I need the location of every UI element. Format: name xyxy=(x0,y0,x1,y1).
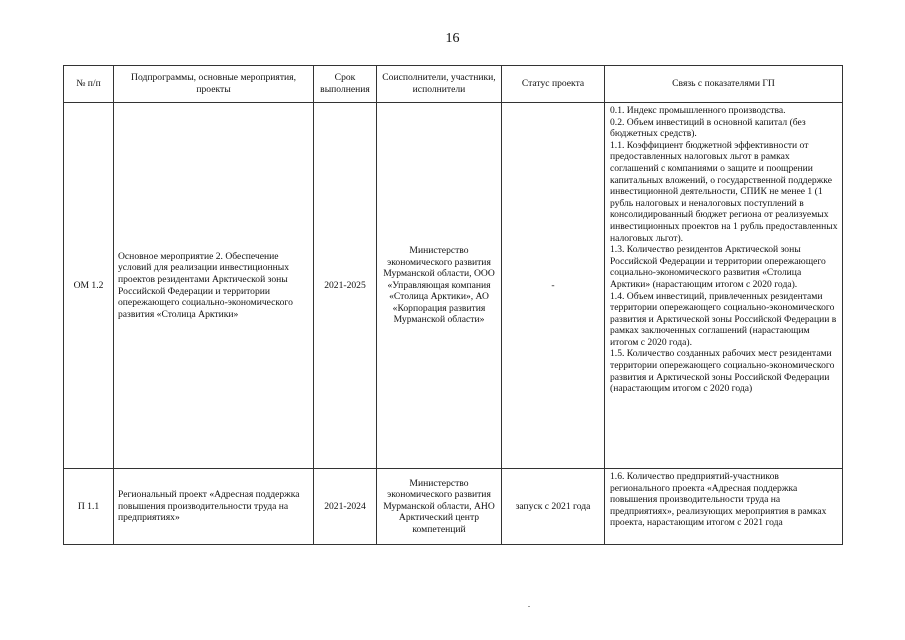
indicator-item: 1.5. Количество созданных рабочих мест резидентами территории опережающего социально-экономического развития и Арктической зоны Российской Федерации (нарастающим итогом с 2020 года) xyxy=(610,348,835,395)
header-status: Статус проекта xyxy=(502,66,605,103)
row-period: 2021-2025 xyxy=(314,103,377,469)
row-number: ОМ 1.2 xyxy=(64,103,114,469)
header-links: Связь с показателями ГП xyxy=(605,66,843,103)
table-row xyxy=(64,469,843,545)
header-number: № п/п xyxy=(64,66,114,103)
row-name: Региональный проект «Адресная поддержка повышения производительности труда на предприятиях» xyxy=(114,469,314,545)
header-period: Срок выполнения xyxy=(314,66,377,103)
header-subprograms: Подпрограммы, основные мероприятия, проекты xyxy=(114,66,314,103)
page-number: 16 xyxy=(445,31,460,46)
row-participants: Министерство экономического развития Мурманской области, АНО Арктический центр компетенций xyxy=(377,469,502,545)
indicator-item: 1.3. Количество резидентов Арктической зоны Российской Федерации и территории опережающего социально-экономического развития «Столица Арктики» (нарастающим итогом с 2020 года). xyxy=(610,244,826,290)
indicator-item: 0.1. Индекс промышленного производства. xyxy=(610,105,786,116)
indicator-item: 1.4. Объем инвестиций, привлеченных резидентами территории опережающего социально-экономического развития и Арктической зоны Российской Федерации в рамках заключенных соглашений (нарастающим итогом с 2020 года). xyxy=(610,290,837,348)
row-name: Основное мероприятие 2. Обеспечение условий для реализации инвестиционных проектов резидентами Арктической зоны Российской Федерации и территории опережающего социально-экономического развития «Столица Арктики» xyxy=(114,103,314,469)
row-period: 2021-2024 xyxy=(314,469,377,545)
row-status: запуск с 2021 года xyxy=(502,469,605,545)
row-links xyxy=(605,103,843,469)
program-table xyxy=(63,65,843,545)
row-participants: Министерство экономического развития Мурманской области, ООО «Управляющая компания «Столица Арктики», АО «Корпорация развития Мурманской области» xyxy=(377,103,502,469)
scan-speck xyxy=(528,606,530,607)
indicator-item: 1.1. Коэффициент бюджетной эффективности от предоставленных налоговых льгот в рамках соглашений с компаниями о защите и поощрении капитальных вложений, о государственной поддержке инвестиционной деятельности, СПИК не менее 1 (1 рубль налоговых и неналоговых поступлений в консолидированный бюджет региона от реализуемых инвестиционных проектов на 1 рубль предоставленных налоговых льгот). xyxy=(610,139,838,244)
table-row xyxy=(64,103,843,469)
indicator-item: 0.2. Объем инвестиций в основной капитал (без бюджетных средств). xyxy=(610,116,806,140)
header-participants: Соисполнители, участники, исполнители xyxy=(377,66,502,103)
row-number: П 1.1 xyxy=(64,469,114,545)
row-status: - xyxy=(502,103,605,469)
row-links xyxy=(605,469,843,545)
indicator-item: 1.6. Количество предприятий-участников регионального проекта «Адресная поддержка повышения производительности труда на предприятиях», реализующих мероприятия в рамках проекта, нарастающим итогом с 2021 года xyxy=(610,471,827,529)
table-header-row xyxy=(64,66,843,103)
